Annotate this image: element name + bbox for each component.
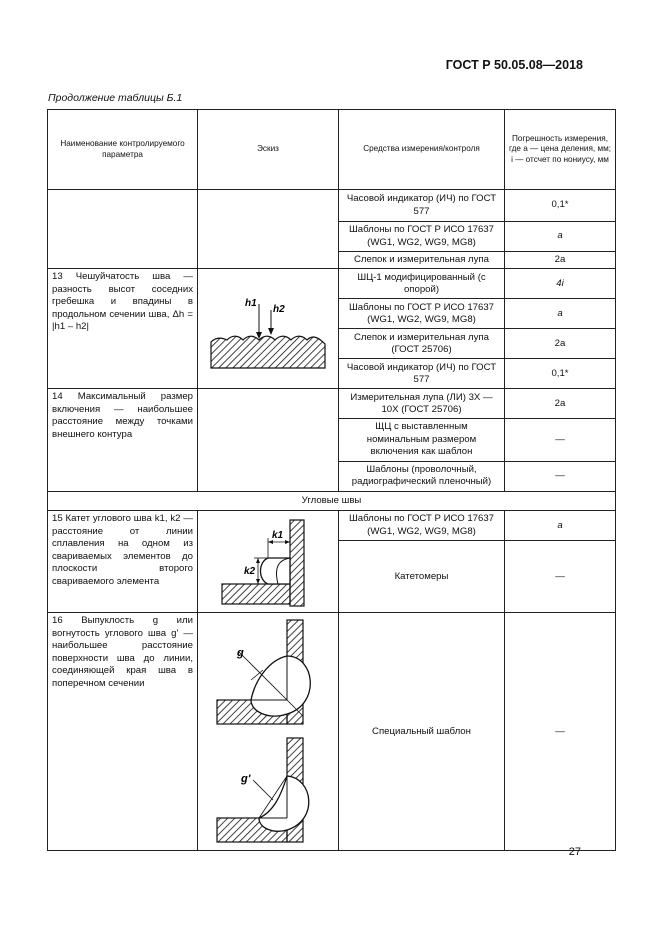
col-header-means: Средства измерения/контроля (339, 110, 505, 190)
fillet-convexity-diagram (203, 616, 333, 848)
param-13: 13 Чешуйчатость шва — разность высот соседних гребешка и впадины в продольном сечении шва, Δh = |h1 – h2| (48, 269, 198, 389)
section-title: Угловые швы (48, 491, 616, 510)
table-row (48, 269, 616, 299)
param-15: 15 Катет углового шва k1, k2 — расстояние от линии сплавления на одном из свариваемых элементов до плоскости второго свариваемого элемента (48, 511, 198, 613)
error-cell: — (505, 613, 616, 851)
means-cell: Специальный шаблон (339, 613, 505, 851)
col-header-error: Погрешность измерения, где a — цена деления, мм; i — отсчет по нониусу, мм (505, 110, 616, 190)
table-row (48, 190, 616, 222)
page-number: 27 (568, 846, 581, 858)
means-cell: Измерительная лупа (ЛИ) 3X — 10X (ГОСТ 25706) (339, 389, 505, 419)
table-caption: Продолжение таблицы Б.1 (48, 92, 183, 104)
param-cell-empty (48, 190, 198, 269)
table-header-row (48, 110, 616, 190)
param-14: 14 Максимальный размер включения — наибольшее расстояние между точками внешнего контура (48, 389, 198, 491)
error-cell: 2a (505, 252, 616, 269)
error-cell: 2a (505, 389, 616, 419)
parameters-table (47, 109, 616, 851)
label-h2: h2 (273, 303, 285, 315)
means-cell: Шаблоны по ГОСТ Р ИСО 17637 (WG1, WG2, WG9, MG8) (339, 222, 505, 252)
means-cell: Шаблоны по ГОСТ Р ИСО 17637 (WG1, WG2, WG9, MG8) (339, 299, 505, 329)
error-cell: 4i (505, 269, 616, 299)
label-g: g (237, 646, 244, 659)
error-cell: a (505, 222, 616, 252)
means-cell: ШЦ-1 модифицированный (с опорой) (339, 269, 505, 299)
means-cell: Шаблоны по ГОСТ Р ИСО 17637 (WG1, WG2, WG9, MG8) (339, 511, 505, 541)
error-cell: — (505, 419, 616, 461)
label-k1: k1 (272, 529, 284, 541)
error-cell: — (505, 461, 616, 491)
error-cell: a (505, 299, 616, 329)
table-row (48, 613, 616, 851)
means-cell: Часовой индикатор (ИЧ) по ГОСТ 577 (339, 359, 505, 389)
fillet-leg-diagram (208, 514, 328, 610)
col-header-param: Наименование контролируемого параметра (48, 110, 198, 190)
sketch-13 (198, 269, 339, 389)
error-cell: a (505, 511, 616, 541)
label-k2: k2 (244, 565, 256, 577)
error-cell: — (505, 541, 616, 613)
error-cell: 0,1* (505, 359, 616, 389)
means-cell: Слепок и измерительная лупа (ГОСТ 25706) (339, 329, 505, 359)
means-cell: Катетомеры (339, 541, 505, 613)
table-row (48, 389, 616, 419)
sketch-15 (198, 511, 339, 613)
means-cell: Шаблоны (проволочный, радиографический пленочный) (339, 461, 505, 491)
label-g-prime: g' (241, 772, 251, 785)
col-header-sketch: Эскиз (198, 110, 339, 190)
means-cell: Часовой индикатор (ИЧ) по ГОСТ 577 (339, 190, 505, 222)
sketch-cell-empty (198, 190, 339, 269)
means-cell: Слепок и измерительная лупа (339, 252, 505, 269)
standard-header: ГОСТ Р 50.05.08—2018 (445, 58, 583, 72)
label-h1: h1 (245, 297, 257, 309)
sketch-cell-empty (198, 389, 339, 491)
sketch-16 (198, 613, 339, 851)
section-row (48, 491, 616, 510)
param-16: 16 Выпуклость g или вогнутость углового шва g' — наибольшее расстояние поверхности шва до линии, соединяющей края шва в поперечном сечении (48, 613, 198, 851)
error-cell: 0,1* (505, 190, 616, 222)
means-cell: ЩЦ с выставленным номинальным размером включения как шаблон (339, 419, 505, 461)
error-cell: 2a (505, 329, 616, 359)
table-row (48, 511, 616, 541)
scaly-weld-diagram (203, 284, 333, 374)
